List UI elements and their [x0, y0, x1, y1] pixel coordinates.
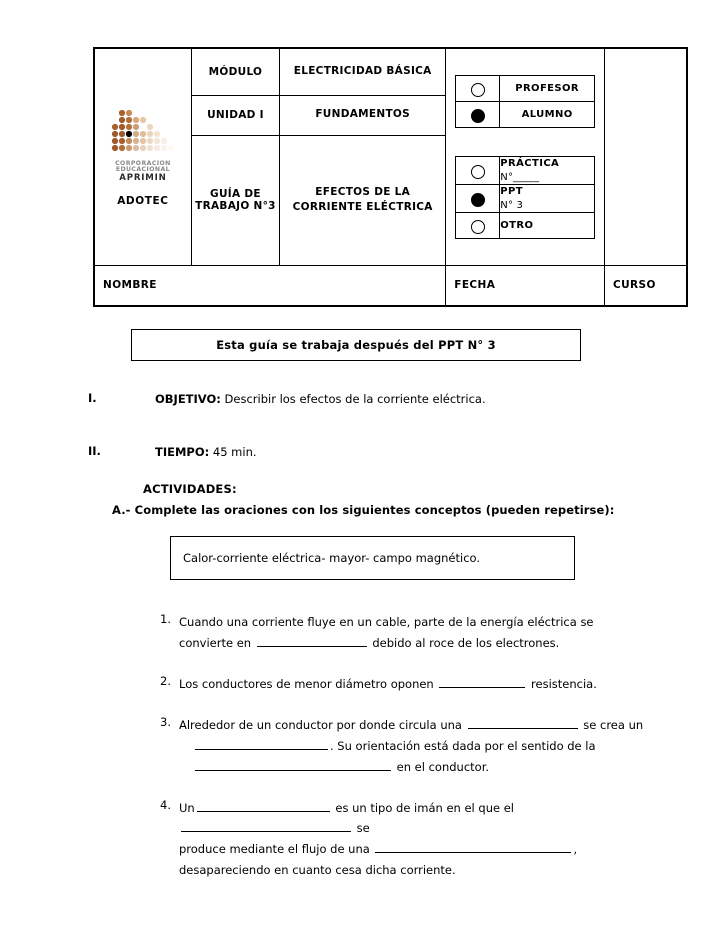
radio-alumno-icon[interactable]: [471, 109, 485, 123]
option-row-ppt: [456, 185, 595, 213]
logo: [95, 106, 191, 207]
list-item: [157, 715, 677, 778]
list-item: [157, 612, 677, 654]
concepts-text: Calor-corriente eléctrica- mayor- campo magnético.: [183, 551, 481, 565]
radio-cell-profesor[interactable]: [456, 76, 500, 102]
question-text: Cuando una corriente fluye en un cable, parte de la energía eléctrica se: [179, 615, 594, 629]
label-objetivo: OBJETIVO:: [155, 392, 221, 406]
numeral-tiempo: II.: [88, 444, 101, 458]
option-label-alumno: ALUMNO: [500, 102, 595, 128]
answer-blank[interactable]: [257, 636, 367, 647]
label-actividades: ACTIVIDADES:: [143, 482, 237, 496]
option-label-otro: OTRO: [500, 220, 534, 231]
question-text: se crea un: [579, 717, 644, 732]
radio-cell-alumno[interactable]: [456, 102, 500, 128]
numeral-objetivo: I.: [88, 391, 97, 405]
question-text: en el conductor.: [393, 759, 490, 774]
value-modulo: ELECTRICIDAD BÁSICA: [280, 48, 446, 95]
answer-blank[interactable]: [197, 801, 330, 812]
label-guia: GUÍA DE TRABAJO N°3: [191, 135, 279, 265]
question-text: Un: [179, 800, 195, 815]
radio-cell-practica[interactable]: [456, 157, 500, 185]
answer-blank[interactable]: [195, 760, 391, 771]
question-number: 4.: [160, 797, 171, 812]
logo-line-corporacion: CORPORACION: [115, 160, 171, 168]
question-body: [179, 674, 677, 695]
question-body: [179, 612, 677, 654]
answer-blank[interactable]: [195, 739, 328, 750]
label-modulo: MÓDULO: [191, 48, 279, 95]
radio-practica-icon[interactable]: [471, 165, 485, 179]
option-cell-practica: [500, 157, 595, 185]
value-guia: EFECTOS DE LA CORRIENTE ELÉCTRICA: [280, 135, 446, 265]
radio-cell-otro[interactable]: [456, 213, 500, 239]
question-text: Los conductores de menor diámetro oponen: [179, 676, 438, 691]
question-text: convierte en: [179, 635, 255, 650]
option-subtext-practica: N°_____: [500, 171, 540, 183]
question-list: [157, 612, 677, 901]
table-row-identificacion: [94, 265, 687, 306]
label-unidad: UNIDAD I: [191, 95, 279, 135]
question-text: ,: [573, 842, 578, 857]
activity-a-instruction: A.- Complete las oraciones con los siguientes conceptos (pueden repetirse):: [112, 503, 615, 517]
option-label-practica: PRÁCTICA: [500, 158, 560, 170]
option-row-otro: [456, 213, 595, 239]
option-row-profesor: [456, 76, 595, 102]
value-unidad: FUNDAMENTOS: [280, 95, 446, 135]
question-text: produce mediante el flujo de una: [179, 842, 374, 857]
question-text: desapareciendo en cuanto cesa dicha corriente.: [179, 863, 456, 878]
section-objetivo: [155, 391, 486, 408]
logo-line-aprimin: APRIMIN: [119, 172, 167, 183]
radio-otro-icon[interactable]: [471, 220, 485, 234]
section-tiempo: [155, 444, 257, 461]
option-subtext-ppt: N° 3: [500, 199, 524, 211]
aprimin-logo-icon: [102, 108, 184, 160]
notice-box: [131, 329, 581, 361]
notice-text: Esta guía se trabaja después del PPT N° 3: [216, 338, 496, 352]
field-fecha[interactable]: FECHA: [446, 265, 605, 306]
question-text: resistencia.: [527, 676, 597, 691]
header-info-table: [93, 47, 688, 307]
institution-name: ADOTEC: [117, 195, 169, 208]
question-text: Alrededor de un conductor por donde circula una: [179, 717, 466, 732]
list-item: [157, 674, 677, 695]
question-number: 1.: [160, 612, 171, 626]
text-tiempo: 45 min.: [209, 445, 257, 459]
label-tiempo: TIEMPO:: [155, 445, 210, 459]
role-option-table: [455, 75, 595, 128]
question-text: . Su orientación está dada por el sentido de la: [330, 738, 596, 753]
option-cell-otro: [500, 213, 595, 239]
radio-cell-ppt[interactable]: [456, 185, 500, 213]
spacer: [455, 128, 595, 156]
logo-cell: [94, 48, 191, 265]
text-objetivo: Describir los efectos de la corriente eléctrica.: [220, 392, 486, 406]
option-label-profesor: PROFESOR: [500, 76, 595, 102]
type-option-table: [455, 156, 595, 239]
option-label-ppt: PPT: [500, 186, 523, 198]
question-body: [179, 715, 677, 778]
answer-blank[interactable]: [375, 842, 571, 853]
question-number: 3.: [160, 714, 171, 729]
radio-profesor-icon[interactable]: [471, 83, 485, 97]
options-cell: [446, 48, 605, 265]
answer-blank[interactable]: [439, 677, 525, 688]
question-text: se: [353, 821, 370, 836]
question-body: [179, 798, 677, 882]
question-number: 2.: [160, 673, 171, 688]
radio-ppt-icon[interactable]: [471, 193, 485, 207]
list-item: [157, 798, 677, 882]
option-row-alumno: [456, 102, 595, 128]
question-text: es un tipo de imán en el que el: [331, 800, 514, 815]
logo-line-educacional: EDUCACIONAL: [115, 166, 170, 174]
option-cell-ppt: [500, 185, 595, 213]
field-curso[interactable]: CURSO: [604, 265, 687, 306]
question-text: debido al roce de los electrones.: [368, 635, 560, 650]
option-row-practica: [456, 157, 595, 185]
answer-blank[interactable]: [468, 718, 578, 729]
answer-blank[interactable]: [181, 822, 351, 833]
field-nombre[interactable]: NOMBRE: [94, 265, 446, 306]
table-row: [94, 48, 687, 95]
concepts-box: [170, 536, 575, 580]
